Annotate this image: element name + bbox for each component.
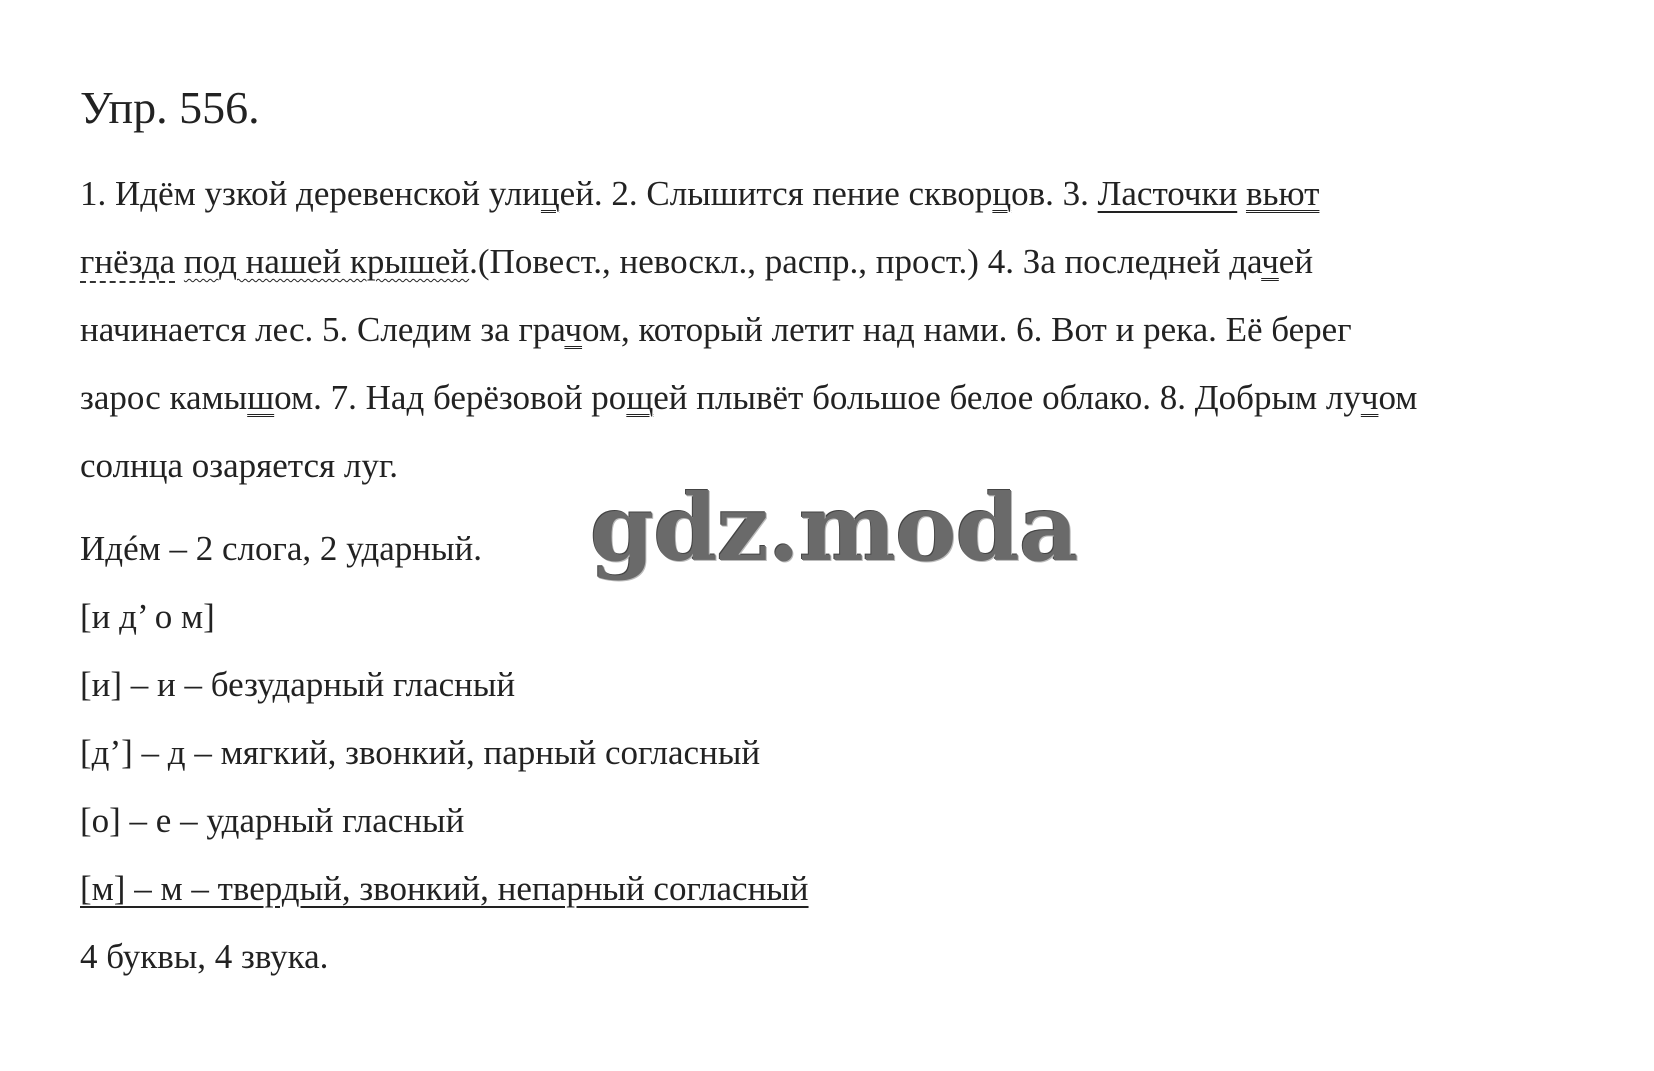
text-fragment: ом, который летит над нами. 6. Вот и река. Её берег <box>582 310 1352 349</box>
marked-letter: ш <box>247 378 275 417</box>
exercise-title: Упр. 556. <box>80 82 260 133</box>
phonetic-analysis <box>80 515 809 991</box>
marked-letter: щ <box>626 378 654 417</box>
analysis-row: [м] – м – твердый, звонкий, непарный согласный <box>80 869 809 908</box>
text-fragment: ей плывёт большое белое облако. 8. Добрым лу <box>653 378 1361 417</box>
adverbial-phrase: под нашей крышей <box>183 242 470 281</box>
marked-letter: ц <box>540 174 560 213</box>
text-fragment: ом. 7. Над берёзовой ро <box>274 378 627 417</box>
text-fragment: 1. Идём узкой деревенской ули <box>80 174 541 213</box>
text-line-1 <box>80 160 1580 228</box>
text-fragment: начинается лес. 5. Следим за гра <box>80 310 565 349</box>
analysis-row: [и д’ о м] <box>80 597 215 636</box>
text-fragment: ов. 3. <box>1011 174 1098 213</box>
watermark-logo: gdz.moda <box>590 474 1078 582</box>
marked-letter: ч <box>1360 378 1379 417</box>
analysis-row: Идéм – 2 слога, 2 ударный. <box>80 529 483 568</box>
text-fragment: ей <box>1278 242 1314 281</box>
object-word: гнёзда <box>80 242 176 281</box>
subject-word: Ласточки <box>1097 174 1238 213</box>
analysis-row: [о] – е – ударный гласный <box>80 801 465 840</box>
analysis-row: [и] – и – безударный гласный <box>80 665 516 704</box>
marked-letter: ц <box>992 174 1012 213</box>
text-fragment: ей. 2. Слышится пение сквор <box>559 174 993 213</box>
marked-letter: ч <box>564 310 583 349</box>
text-line-3 <box>80 296 1580 364</box>
text-fragment: .(Повест., невоскл., распр., прост.) 4. За последней да <box>469 242 1262 281</box>
analysis-row: 4 буквы, 4 звука. <box>80 937 329 976</box>
text-fragment: зарос камы <box>80 378 248 417</box>
marked-letter: ч <box>1261 242 1279 281</box>
text-fragment <box>175 242 184 281</box>
text-fragment <box>1237 174 1246 213</box>
predicate-word: вьют <box>1245 174 1320 213</box>
text-fragment: солнца озаряется луг. <box>80 446 399 485</box>
text-line-2 <box>80 228 1580 296</box>
exercise-text <box>80 160 1580 500</box>
analysis-row: [д’] – д – мягкий, звонкий, парный согласный <box>80 733 761 772</box>
text-line-4 <box>80 364 1580 432</box>
text-fragment: ом <box>1378 378 1418 417</box>
